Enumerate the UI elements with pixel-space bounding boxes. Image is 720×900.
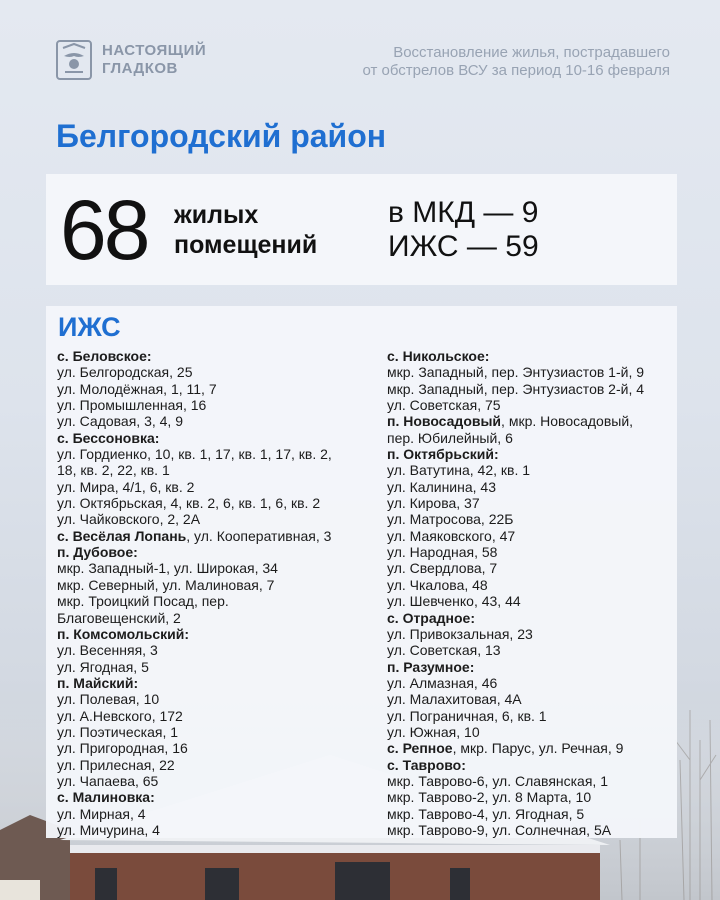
- locality-heading: [387, 757, 677, 773]
- address-line: [57, 397, 377, 413]
- address-line: [387, 806, 677, 822]
- address-line: [387, 479, 677, 495]
- address-text: ул. Промышленная, 16: [57, 397, 207, 414]
- address-text: пер. Юбилейный, 6: [387, 429, 513, 446]
- address-line: [387, 593, 677, 609]
- address-list-card: [46, 306, 677, 838]
- locality-name: с. Отрадное:: [387, 609, 475, 626]
- address-text: ул. Поэтическая, 1: [57, 723, 179, 740]
- address-text: ул. Матросова, 22Б: [387, 511, 514, 528]
- address-text: ул. Шевченко, 43, 44: [387, 593, 521, 610]
- address-line: [57, 495, 377, 511]
- address-text: ул. Маяковского, 47: [387, 527, 516, 544]
- locality-heading: [387, 348, 677, 364]
- locality-heading: [57, 675, 377, 691]
- locality-name: с. Весёлая Лопань: [57, 527, 187, 544]
- address-text: ул. Свердлова, 7: [387, 560, 498, 577]
- header-caption-line-2: от обстрелов ВСУ за период 10-16 февраля: [362, 62, 670, 79]
- address-text: ул. Народная, 58: [387, 544, 498, 561]
- address-line: [387, 691, 677, 707]
- address-line: [387, 495, 677, 511]
- address-line: [387, 462, 677, 478]
- address-text: ул. Весенняя, 3: [57, 642, 158, 659]
- address-line: [57, 806, 377, 822]
- address-line: [57, 757, 377, 773]
- address-text: ул. Чапаева, 65: [57, 772, 159, 789]
- address-line: [57, 822, 377, 838]
- address-text: ул. Мира, 4/1, 6, кв. 2: [57, 478, 195, 495]
- address-text: ул. Гордиенко, 10, кв. 1, 17, кв. 1, 17, кв. 2,: [57, 446, 332, 463]
- address-text: ул. А.Невского, 172: [57, 707, 183, 724]
- address-text: мкр. Западный, пер. Энтузиастов 2-й, 4: [387, 380, 645, 397]
- address-column-left: [57, 348, 377, 838]
- address-text: ул. Ватутина, 42, кв. 1: [387, 462, 531, 479]
- header-caption: [362, 44, 670, 80]
- address-line: [57, 462, 377, 478]
- brand-line-1: НАСТОЯЩИЙ: [102, 42, 207, 59]
- locality-heading: [387, 659, 677, 675]
- locality-name: п. Комсомольский:: [57, 625, 190, 642]
- address-text: ул. Белгородская, 25: [57, 364, 193, 381]
- address-line: [387, 364, 677, 380]
- address-line: [57, 659, 377, 675]
- locality-name: п. Октябрьский:: [387, 446, 499, 463]
- breakdown: [388, 196, 539, 264]
- address-text: ул. Пограничная, 6, кв. 1: [387, 707, 547, 724]
- locality-name: п. Дубовое:: [57, 544, 138, 561]
- address-text: , ул. Кооперативная, 3: [186, 527, 332, 544]
- locality-name: п. Разумное:: [387, 658, 475, 675]
- address-line: [57, 593, 377, 609]
- address-text: Благовещенский, 2: [57, 609, 181, 626]
- total-label-line-1: жилых: [174, 201, 259, 229]
- locality-name: с. Репное: [387, 740, 453, 757]
- address-line: [387, 708, 677, 724]
- list-heading: ИЖС: [58, 312, 121, 342]
- district-title: Белгородский район: [56, 118, 387, 154]
- address-line: [387, 430, 677, 446]
- address-line: [387, 724, 677, 740]
- address-line: [57, 364, 377, 380]
- address-text: ул. Советская, 13: [387, 642, 501, 659]
- address-line: [57, 740, 377, 756]
- locality-heading: [387, 740, 677, 756]
- address-line: [387, 511, 677, 527]
- address-text: ул. Южная, 10: [387, 723, 480, 740]
- address-line: [387, 675, 677, 691]
- locality-name: п. Майский:: [57, 674, 139, 691]
- address-text: ул. Мирная, 4: [57, 805, 146, 822]
- total-label-line-2: помещений: [174, 231, 318, 259]
- address-text: ул. Мичурина, 4: [57, 821, 160, 838]
- address-line: [57, 577, 377, 593]
- locality-name: с. Таврово:: [387, 756, 466, 773]
- address-text: ул. Чкалова, 48: [387, 576, 488, 593]
- address-line: [387, 789, 677, 805]
- address-line: [387, 577, 677, 593]
- address-text: ул. Алмазная, 46: [387, 674, 498, 691]
- locality-heading: [57, 789, 377, 805]
- address-line: [57, 560, 377, 576]
- locality-name: с. Никольское:: [387, 348, 490, 364]
- address-line: [57, 642, 377, 658]
- address-line: [57, 381, 377, 397]
- address-line: [387, 397, 677, 413]
- locality-heading: [57, 430, 377, 446]
- address-text: мкр. Таврово-9, ул. Солнечная, 5А: [387, 821, 612, 838]
- brand-header: [56, 40, 206, 80]
- belgorod-coat-of-arms-icon: [56, 40, 92, 80]
- locality-name: с. Бессоновка:: [57, 429, 160, 446]
- header-caption-line-1: Восстановление жилья, пострадавшего: [393, 44, 670, 61]
- address-line: [387, 544, 677, 560]
- total-label: [174, 200, 317, 260]
- address-text: мкр. Западный-1, ул. Широкая, 34: [57, 560, 278, 577]
- address-line: [57, 479, 377, 495]
- address-text: ул. Малахитовая, 4А: [387, 691, 522, 708]
- address-line: [57, 773, 377, 789]
- breakdown-izhs: ИЖС — 59: [388, 230, 539, 263]
- locality-heading: [387, 446, 677, 462]
- address-text: ул. Пригородная, 16: [57, 740, 188, 757]
- locality-heading: [57, 626, 377, 642]
- address-text: мкр. Таврово-6, ул. Славянская, 1: [387, 772, 608, 789]
- address-text: ул. Ягодная, 5: [57, 658, 149, 675]
- address-line: [57, 446, 377, 462]
- total-count: 68: [60, 183, 148, 277]
- address-text: ул. Чайковского, 2, 2А: [57, 511, 201, 528]
- brand-line-2: ГЛАДКОВ: [102, 60, 178, 77]
- address-text: мкр. Северный, ул. Малиновая, 7: [57, 576, 275, 593]
- locality-name: с. Беловское:: [57, 348, 152, 364]
- address-text: мкр. Троицкий Посад, пер.: [57, 593, 229, 610]
- address-text: ул. Октябрьская, 4, кв. 2, 6, кв. 1, 6, кв. 2: [57, 495, 321, 512]
- address-text: ул. Прилесная, 22: [57, 756, 175, 773]
- address-text: 18, кв. 2, 22, кв. 1: [57, 462, 170, 479]
- locality-heading: [57, 544, 377, 560]
- address-line: [387, 642, 677, 658]
- address-text: ул. Молодёжная, 1, 11, 7: [57, 380, 217, 397]
- address-text: мкр. Западный, пер. Энтузиастов 1-й, 9: [387, 364, 645, 381]
- address-line: [57, 724, 377, 740]
- stats-card: [46, 174, 677, 285]
- breakdown-mkd: в МКД — 9: [388, 196, 539, 229]
- locality-heading: [387, 413, 677, 429]
- address-text: , мкр. Новосадовый,: [501, 413, 634, 430]
- address-line: [57, 413, 377, 429]
- locality-name: п. Новосадовый: [387, 413, 502, 430]
- address-text: ул. Кирова, 37: [387, 495, 480, 512]
- address-line: [57, 708, 377, 724]
- address-text: , мкр. Парус, ул. Речная, 9: [452, 740, 624, 757]
- locality-heading: [387, 610, 677, 626]
- address-text: ул. Полевая, 10: [57, 691, 160, 708]
- address-text: ул. Советская, 75: [387, 397, 501, 414]
- address-line: [387, 528, 677, 544]
- address-text: мкр. Таврово-2, ул. 8 Марта, 10: [387, 789, 592, 806]
- address-line: [387, 626, 677, 642]
- address-line: [387, 381, 677, 397]
- address-line: [57, 511, 377, 527]
- locality-heading: [57, 348, 377, 364]
- locality-name: с. Малиновка:: [57, 789, 155, 806]
- address-text: ул. Калинина, 43: [387, 478, 496, 495]
- locality-heading: [57, 528, 377, 544]
- address-column-right: [387, 348, 677, 838]
- address-text: ул. Привокзальная, 23: [387, 625, 533, 642]
- address-line: [57, 610, 377, 626]
- address-text: мкр. Таврово-4, ул. Ягодная, 5: [387, 805, 585, 822]
- address-line: [57, 691, 377, 707]
- address-line: [387, 822, 677, 838]
- address-line: [387, 560, 677, 576]
- address-text: ул. Садовая, 3, 4, 9: [57, 413, 183, 430]
- address-line: [387, 773, 677, 789]
- brand-name: [102, 42, 206, 78]
